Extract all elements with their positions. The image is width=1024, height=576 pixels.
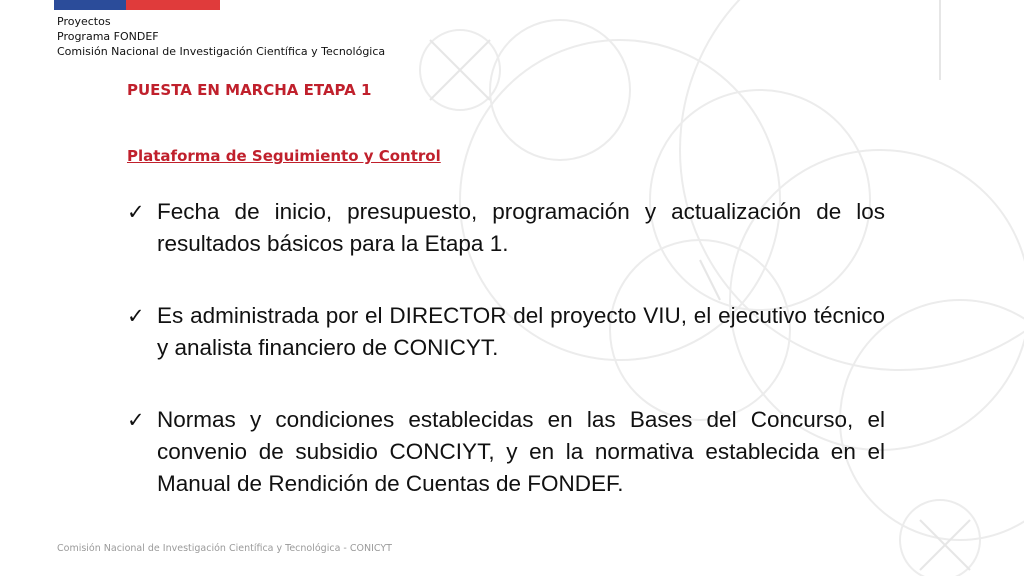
header-block [57, 14, 385, 59]
checkmark-icon: ✓ [127, 408, 145, 432]
checkmark-icon: ✓ [127, 200, 145, 224]
header-line-3: Comisión Nacional de Investigación Científica y Tecnológica [57, 45, 386, 58]
bullet-item [127, 196, 885, 260]
bullet-list [127, 196, 885, 540]
checkmark-icon: ✓ [127, 304, 145, 328]
footer-text: Comisión Nacional de Investigación Científica y Tecnológica - CONICYT [57, 543, 392, 554]
bullet-item [127, 300, 885, 364]
bullet-item [127, 404, 885, 500]
bullet-text: Es administrada por el DIRECTOR del proyecto VIU, el ejecutivo técnico y analista financiero de CONICYT. [157, 303, 885, 360]
header-line-2: Programa FONDEF [57, 30, 159, 43]
slide-title: PUESTA EN MARCHA ETAPA 1 [127, 81, 372, 99]
bullet-text: Normas y condiciones establecidas en las Bases del Concurso, el convenio de subsidio CONCIYT, y en la normativa establecida en el Manual de Rendición de Cuentas de FONDEF. [157, 407, 885, 496]
header-line-1: Proyectos [57, 15, 111, 28]
bullet-text: Fecha de inicio, presupuesto, programación y actualización de los resultados básicos para la Etapa 1. [157, 199, 885, 256]
slide-subtitle: Plataforma de Seguimiento y Control [127, 147, 441, 165]
